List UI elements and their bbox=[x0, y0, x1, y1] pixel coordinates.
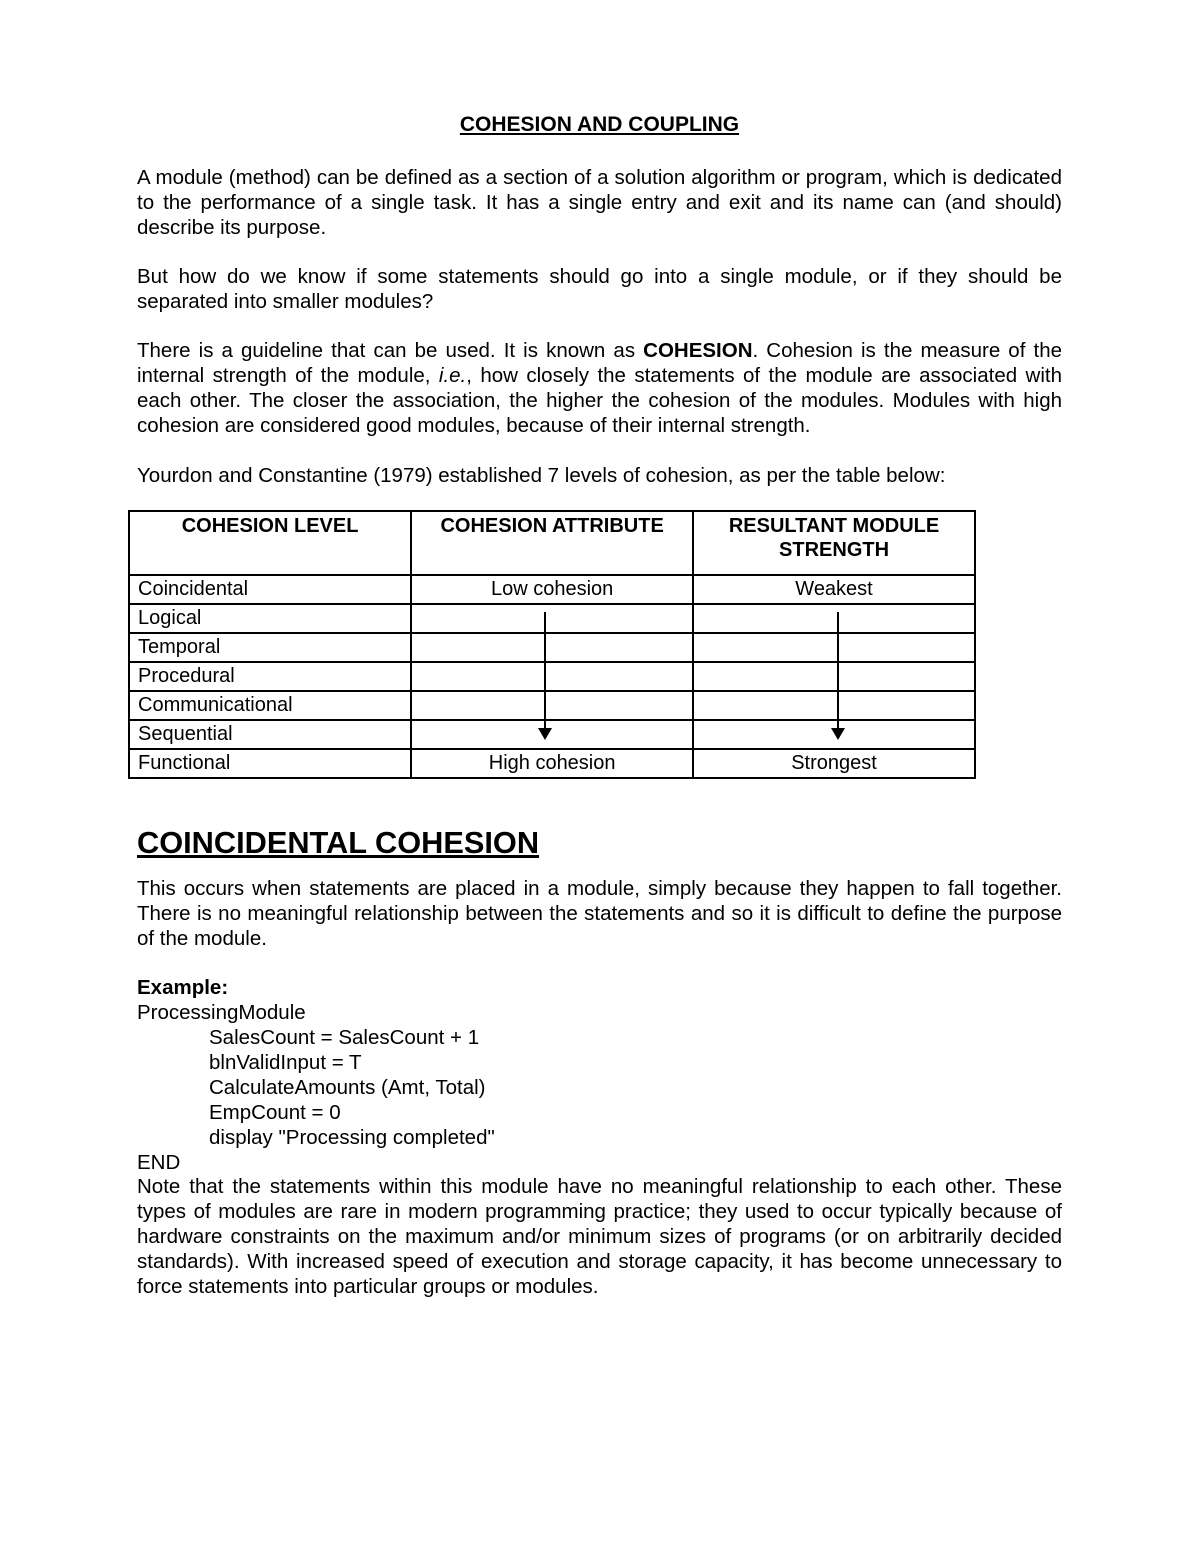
attribute-cell: High cohesion bbox=[411, 749, 693, 778]
intro-paragraph: A module (method) can be defined as a section of a solution algorithm or program, which is dedicated to the performance of a single task. It has a single entry and exit and its name can (and should) describe its purpose. bbox=[137, 166, 1062, 239]
code-line: SalesCount = SalesCount + 1 bbox=[209, 1026, 480, 1049]
code-line: EmpCount = 0 bbox=[209, 1101, 341, 1124]
level-cell: Sequential bbox=[129, 720, 411, 749]
strength-cell: Strongest bbox=[693, 749, 975, 778]
table-row bbox=[129, 691, 975, 720]
page-title: COHESION AND COUPLING bbox=[459, 113, 740, 136]
level-cell: Temporal bbox=[129, 633, 411, 662]
header-module-strength: RESULTANT MODULE STRENGTH bbox=[693, 511, 975, 575]
cohesion-levels-table bbox=[128, 510, 976, 779]
note-paragraph: Note that the statements within this module have no meaningful relationship to each other. These types of modules are rare in modern programming practice; they used to occur typically because of hardware constraints on the maximum and/or minimum sizes of programs (or on arbitrarily decided standards). With increased speed of execution and storage capacity, it has become unnecessary to force statements into particular groups or modules. bbox=[137, 1175, 1062, 1298]
header-cohesion-level: COHESION LEVEL bbox=[129, 511, 411, 575]
cohesion-definition-paragraph: There is a guideline that can be used. It is known as COHESION. Cohesion is the measure of the internal strength of the module, i.e., how closely the statements of the module are associated with each other. The closer the association, the higher the cohesion of the modules. Modules with high cohesion are considered good modules, because of their internal strength. bbox=[137, 339, 1063, 437]
table-header-row bbox=[129, 511, 975, 575]
code-end: END bbox=[137, 1151, 181, 1174]
code-example bbox=[137, 975, 495, 1175]
table-row bbox=[129, 662, 975, 691]
attribute-cell: Low cohesion bbox=[411, 575, 693, 604]
attribute-cell bbox=[411, 691, 693, 720]
level-cell: Coincidental bbox=[129, 575, 411, 604]
section-description: This occurs when statements are placed in a module, simply because they happen to fall together. There is no meaningful relationship between the statements and so it is difficult to define the purpose of the module. bbox=[137, 877, 1062, 950]
strength-cell bbox=[693, 633, 975, 662]
attribute-cell bbox=[411, 604, 693, 633]
section-heading: COINCIDENTAL COHESION bbox=[137, 825, 540, 860]
strength-cell: Weakest bbox=[693, 575, 975, 604]
attribute-cell bbox=[411, 720, 693, 749]
level-cell: Communicational bbox=[129, 691, 411, 720]
attribute-cell bbox=[411, 662, 693, 691]
table-row bbox=[129, 575, 975, 604]
example-label: Example: bbox=[137, 976, 229, 999]
code-module-name: ProcessingModule bbox=[137, 1001, 306, 1024]
level-cell: Logical bbox=[129, 604, 411, 633]
table-row bbox=[129, 633, 975, 662]
level-cell: Procedural bbox=[129, 662, 411, 691]
table-row bbox=[129, 749, 975, 778]
level-cell: Functional bbox=[129, 749, 411, 778]
cohesion-term: COHESION bbox=[643, 339, 753, 362]
table-row bbox=[129, 720, 975, 749]
code-line: CalculateAmounts (Amt, Total) bbox=[209, 1076, 486, 1099]
code-line: blnValidInput = T bbox=[209, 1051, 362, 1074]
strength-cell bbox=[693, 604, 975, 633]
strength-cell bbox=[693, 720, 975, 749]
ie-abbreviation: i.e. bbox=[438, 364, 467, 387]
table-row bbox=[129, 604, 975, 633]
strength-cell bbox=[693, 662, 975, 691]
strength-cell bbox=[693, 691, 975, 720]
header-cohesion-attribute: COHESION ATTRIBUTE bbox=[411, 511, 693, 575]
code-line: display "Processing completed" bbox=[209, 1126, 495, 1149]
levels-intro-paragraph: Yourdon and Constantine (1979) established 7 levels of cohesion, as per the table below: bbox=[137, 464, 946, 487]
attribute-cell bbox=[411, 633, 693, 662]
question-paragraph: But how do we know if some statements should go into a single module, or if they should be separated into smaller modules? bbox=[137, 265, 1062, 313]
